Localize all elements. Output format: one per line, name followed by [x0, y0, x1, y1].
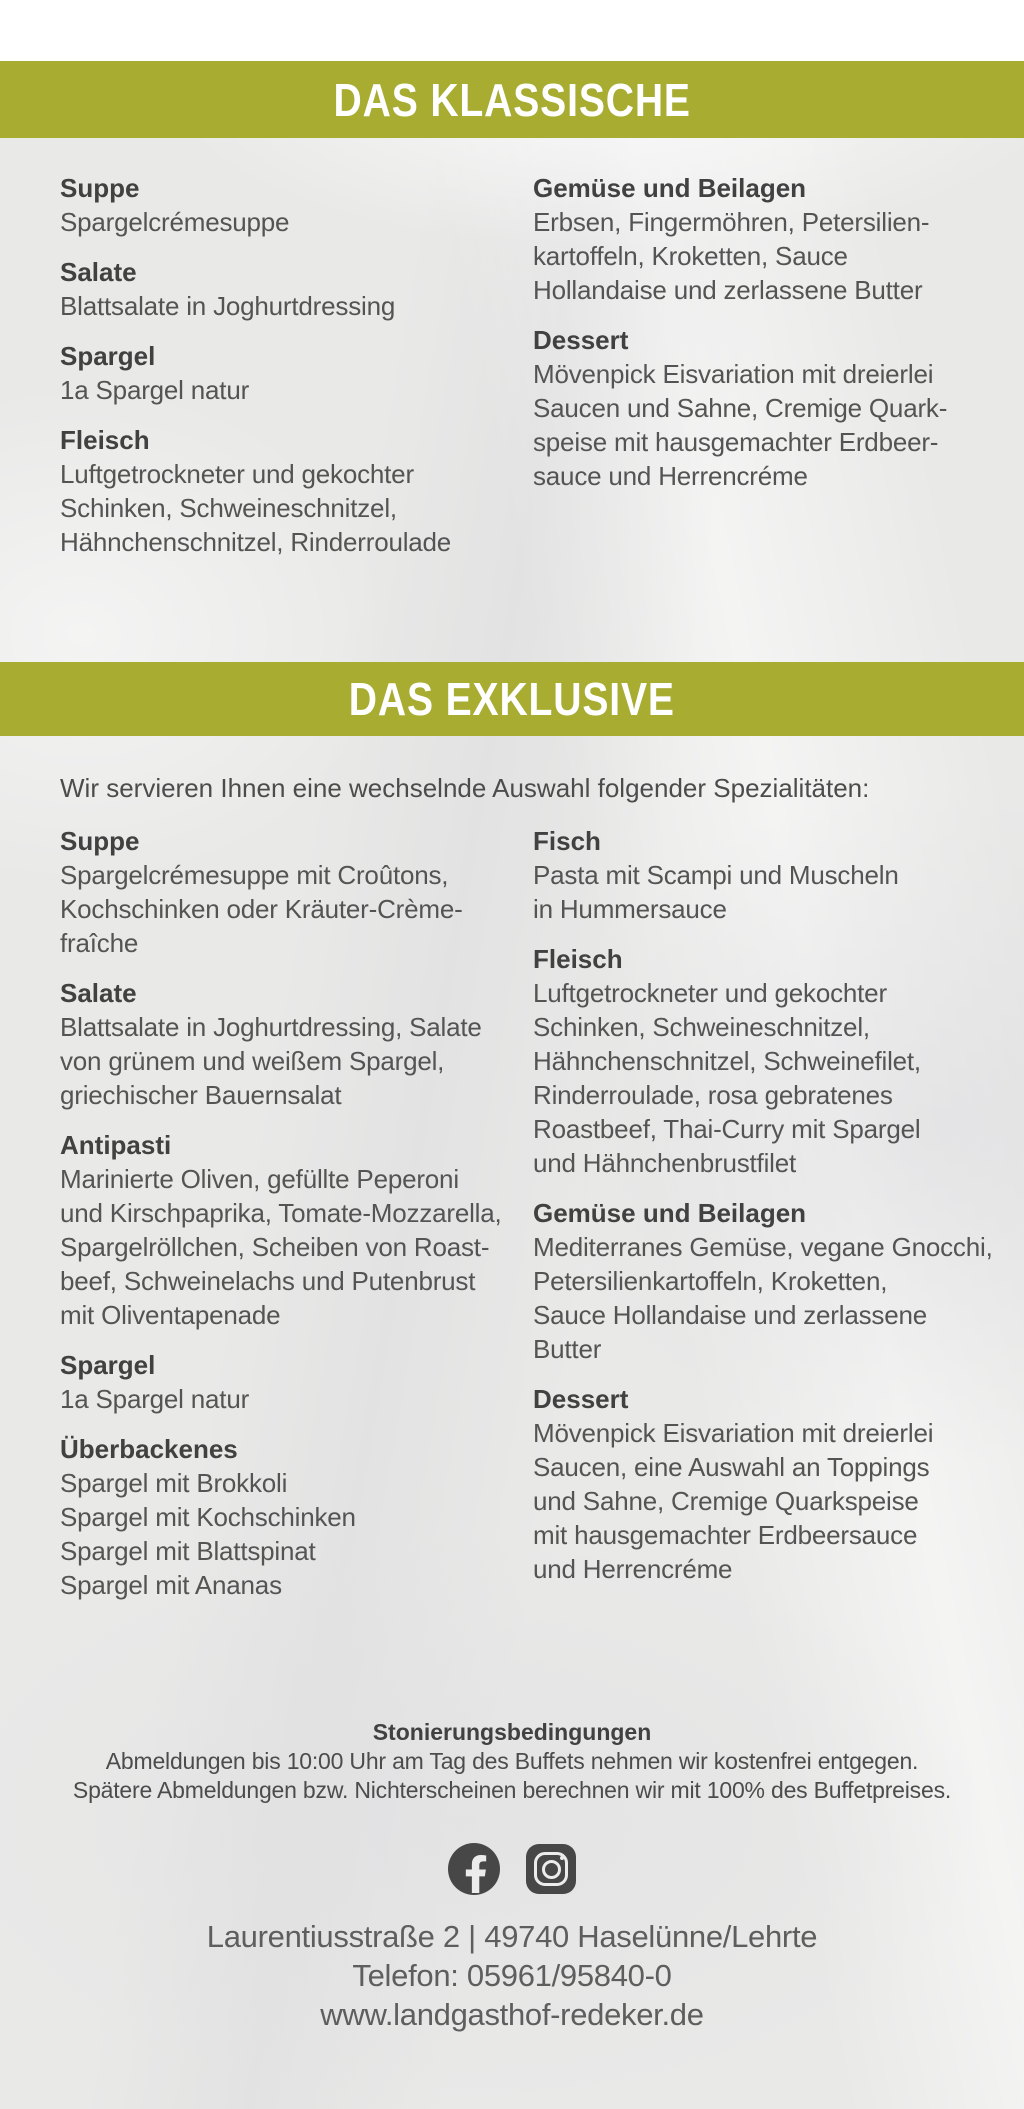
menu-block-line: 1a Spargel natur: [60, 1384, 250, 1414]
menu-block-line: Roastbeef, Thai-Curry mit Spargel: [533, 1114, 921, 1144]
menu-block-line: Schinken, Schweineschnitzel,: [533, 1012, 870, 1042]
menu-block: [533, 323, 1000, 493]
menu-block: [533, 171, 1000, 307]
menu-block: [60, 976, 533, 1112]
menu-block-line: Mövenpick Eisvariation mit dreierlei: [533, 359, 934, 389]
menu-block-line: und Hähnchenbrustfilet: [533, 1148, 797, 1178]
menu-block-line: Luftgetrockneter und gekochter: [60, 459, 414, 489]
menu-block-line: kartoffeln, Kroketten, Sauce: [533, 241, 848, 271]
menu-block-line: beef, Schweinelachs und Putenbrust: [60, 1266, 476, 1296]
menu-block-heading: Fleisch: [60, 425, 150, 455]
menu-block: [533, 824, 1000, 926]
menu-block-line: Pasta mit Scampi und Muscheln: [533, 860, 899, 890]
menu-block-line: Hollandaise und zerlassene Butter: [533, 275, 923, 305]
menu-block-line: Erbsen, Fingermöhren, Petersilien-: [533, 207, 930, 237]
menu-columns-klassische: [0, 171, 1024, 575]
facebook-icon[interactable]: [448, 1843, 500, 1895]
menu-block-line: Petersilienkartoffeln, Kroketten,: [533, 1266, 888, 1296]
menu-block-line: Spargelcrémesuppe mit Croûtons,: [60, 860, 449, 890]
section-title-exklusive: DAS EXKLUSIVE: [348, 673, 676, 725]
social-icons: [0, 1843, 1024, 1895]
menu-block-line: 1a Spargel natur: [60, 375, 250, 405]
menu-block-heading: Überbackenes: [60, 1434, 238, 1464]
menu-block-line: in Hummersauce: [533, 894, 727, 924]
menu-block: [533, 942, 1000, 1180]
menu-block-heading: Antipasti: [60, 1130, 172, 1160]
cancellation-terms: [0, 1718, 1024, 1805]
menu-block-heading: Salate: [60, 978, 137, 1008]
menu-block-line: Spargel mit Kochschinken: [60, 1502, 356, 1532]
menu-columns-exklusive: [0, 824, 1024, 1618]
menu-block-line: Hähnchenschnitzel, Rinderroulade: [60, 527, 452, 557]
menu-block-heading: Gemüse und Beilagen: [533, 173, 807, 203]
menu-block-line: fraîche: [60, 928, 139, 958]
menu-block-line: Spargel mit Brokkoli: [60, 1468, 288, 1498]
menu-block-heading: Dessert: [533, 325, 629, 355]
menu-block-line: Butter: [533, 1334, 602, 1364]
menu-page: [0, 61, 1024, 2109]
menu-column: [60, 824, 533, 1618]
menu-block-heading: Spargel: [60, 341, 156, 371]
menu-column: [533, 171, 1000, 575]
cancellation-line: Abmeldungen bis 10:00 Uhr am Tag des Buffets nehmen wir kostenfrei entgegen.: [105, 1748, 919, 1774]
menu-block: [60, 1432, 533, 1602]
instagram-icon[interactable]: [526, 1844, 576, 1894]
menu-block: [533, 1196, 1000, 1366]
menu-block-line: Saucen, eine Auswahl an Toppings: [533, 1452, 930, 1482]
menu-block-line: Spargel mit Blattspinat: [60, 1536, 316, 1566]
menu-block-line: Luftgetrockneter und gekochter: [533, 978, 887, 1008]
menu-block-heading: Salate: [60, 257, 137, 287]
menu-column: [60, 171, 533, 575]
menu-block-line: sauce und Herrencréme: [533, 461, 808, 491]
menu-block: [60, 423, 533, 559]
menu-block-line: griechischer Bauernsalat: [60, 1080, 342, 1110]
menu-block-line: Blattsalate in Joghurtdressing, Salate: [60, 1012, 482, 1042]
menu-block-heading: Spargel: [60, 1350, 156, 1380]
cancellation-line: Spätere Abmeldungen bzw. Nichterscheinen berechnen wir mit 100% des Buffetpreises.: [72, 1777, 952, 1803]
menu-block-line: und Herrencréme: [533, 1554, 733, 1584]
menu-block-line: Mediterranes Gemüse, vegane Gnocchi,: [533, 1232, 993, 1262]
section-header-klassische: [0, 61, 1024, 138]
menu-block-heading: Gemüse und Beilagen: [533, 1198, 807, 1228]
instagram-lens: [542, 1860, 561, 1879]
footer-contact: [0, 1917, 1024, 2034]
menu-block: [60, 339, 533, 407]
menu-block: [60, 171, 533, 239]
footer-address: Laurentiusstraße 2 | 49740 Haselünne/Lehrte: [206, 1919, 818, 1954]
menu-block-heading: Suppe: [60, 826, 140, 856]
menu-block: [533, 1382, 1000, 1586]
menu-column: [533, 824, 1000, 1618]
menu-block-line: Hähnchenschnitzel, Schweinefilet,: [533, 1046, 921, 1076]
menu-block: [60, 1348, 533, 1416]
menu-block-line: Spargelröllchen, Scheiben von Roast-: [60, 1232, 490, 1262]
menu-block-line: speise mit hausgemachter Erdbeer-: [533, 427, 939, 457]
menu-block-heading: Fleisch: [533, 944, 623, 974]
menu-block-heading: Fisch: [533, 826, 601, 856]
menu-block-line: und Sahne, Cremige Quarkspeise: [533, 1486, 919, 1516]
menu-block-line: Kochschinken oder Kräuter-Crème-: [60, 894, 463, 924]
menu-block: [60, 255, 533, 323]
menu-block-line: Saucen und Sahne, Cremige Quark-: [533, 393, 948, 423]
section-intro: Wir servieren Ihnen eine wechselnde Auswahl folgender Spezialitäten:: [60, 773, 870, 803]
menu-block-heading: Dessert: [533, 1384, 629, 1414]
menu-block-line: Rinderroulade, rosa gebratenes: [533, 1080, 893, 1110]
menu-block-line: Spargelcrémesuppe: [60, 207, 290, 237]
menu-block-line: Mövenpick Eisvariation mit dreierlei: [533, 1418, 934, 1448]
menu-block-line: und Kirschpaprika, Tomate-Mozzarella,: [60, 1198, 502, 1228]
menu-block: [60, 1128, 533, 1332]
menu-block-line: von grünem und weißem Spargel,: [60, 1046, 445, 1076]
section-title-klassische: DAS KLASSISCHE: [333, 73, 691, 126]
menu-block-heading: Suppe: [60, 173, 140, 203]
instagram-flash-dot: [560, 1856, 564, 1860]
cancellation-heading: Stonierungsbedingungen: [372, 1719, 652, 1745]
menu-block-line: Marinierte Oliven, gefüllte Peperoni: [60, 1164, 459, 1194]
footer-website[interactable]: www.landgasthof-redeker.de: [320, 1997, 704, 2032]
menu-block-line: mit Oliventapenade: [60, 1300, 281, 1330]
menu-block-line: Blattsalate in Joghurtdressing: [60, 291, 396, 321]
menu-block-line: mit hausgemachter Erdbeersauce: [533, 1520, 918, 1550]
footer-phone: Telefon: 05961/95840-0: [352, 1958, 672, 1993]
menu-block-line: Spargel mit Ananas: [60, 1570, 282, 1600]
section-header-exklusive: [0, 662, 1024, 736]
menu-block-line: Sauce Hollandaise und zerlassene: [533, 1300, 927, 1330]
menu-block: [60, 824, 533, 960]
menu-block-line: Schinken, Schweineschnitzel,: [60, 493, 397, 523]
